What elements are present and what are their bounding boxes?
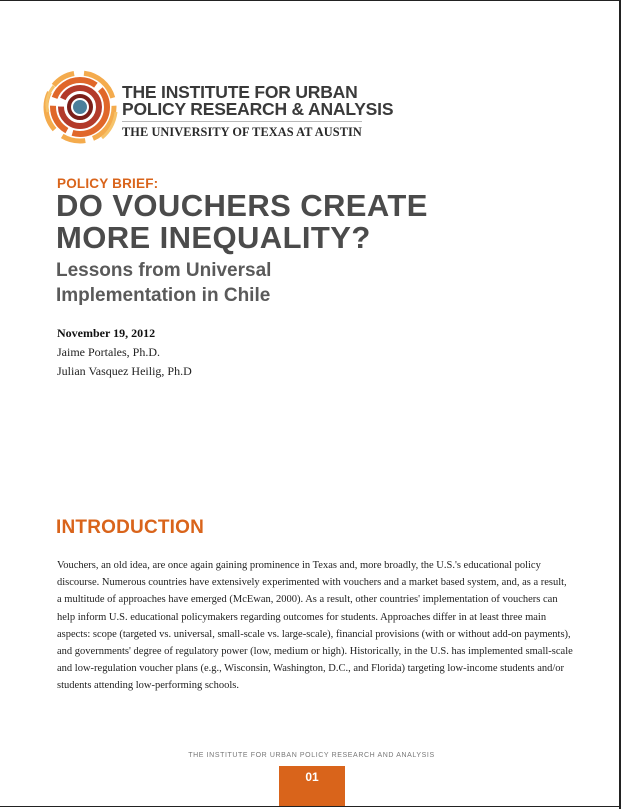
author-2: Julian Vasquez Heilig, Ph.D: [57, 364, 192, 378]
author-1: Jaime Portales, Ph.D.: [57, 345, 160, 359]
title-line-2: MORE INEQUALITY?: [56, 220, 371, 255]
logo-line-3: THE UNIVERSITY OF TEXAS AT AUSTIN: [122, 125, 362, 139]
page-border-right: [619, 0, 621, 809]
page-border-bottom: [0, 806, 621, 807]
page-number-badge: [279, 766, 345, 806]
document-subtitle: [56, 258, 271, 308]
policy-brief-kicker: POLICY BRIEF:: [57, 176, 159, 191]
subtitle-line-1: Lessons from Universal: [56, 260, 272, 281]
section-heading-introduction: INTRODUCTION: [56, 517, 205, 538]
page-number: 01: [305, 770, 319, 784]
introduction-paragraph: Vouchers, an old idea, are once again gaining prominence in Texas and, more broadly, the U.S.'s educational policy discourse. Numerous countries have extensively experimented with vouchers and a market based system, and, as a result, a multitude of approaches have emerged (McEwan, 2000). As a result, other countries' implementation of vouchers can help inform U.S. educational policymakers regarding outcomes for students. Approaches differ in at least three main aspects: scope (targeted vs. universal, small-scale vs. large-scale), financial provisions (with or without add-on payments), and governments' degree of regulatory power (low, medium or high). Historically, in the U.S. has implemented small-scale and low-regulation voucher plans (e.g., Wisconsin, Washington, D.C., and Florida) targeting low-income students and/or students attending low-performing schools.: [57, 560, 573, 692]
swirl-logo-icon: [40, 68, 118, 146]
footer-institute-name: THE INSTITUTE FOR URBAN POLICY RESEARCH AND ANALYSIS: [188, 752, 435, 759]
publication-date: November 19, 2012: [57, 326, 156, 340]
logo-divider: [122, 121, 362, 122]
logo-line-2: POLICY RESEARCH & ANALYSIS: [122, 99, 394, 119]
title-line-1: DO VOUCHERS CREATE: [56, 188, 428, 223]
document-title: [56, 190, 428, 254]
subtitle-line-2: Implementation in Chile: [56, 285, 271, 306]
page-border-top: [0, 0, 621, 1]
institute-logo-text: [122, 82, 394, 140]
logo-line-1: THE INSTITUTE FOR URBAN: [122, 82, 358, 102]
